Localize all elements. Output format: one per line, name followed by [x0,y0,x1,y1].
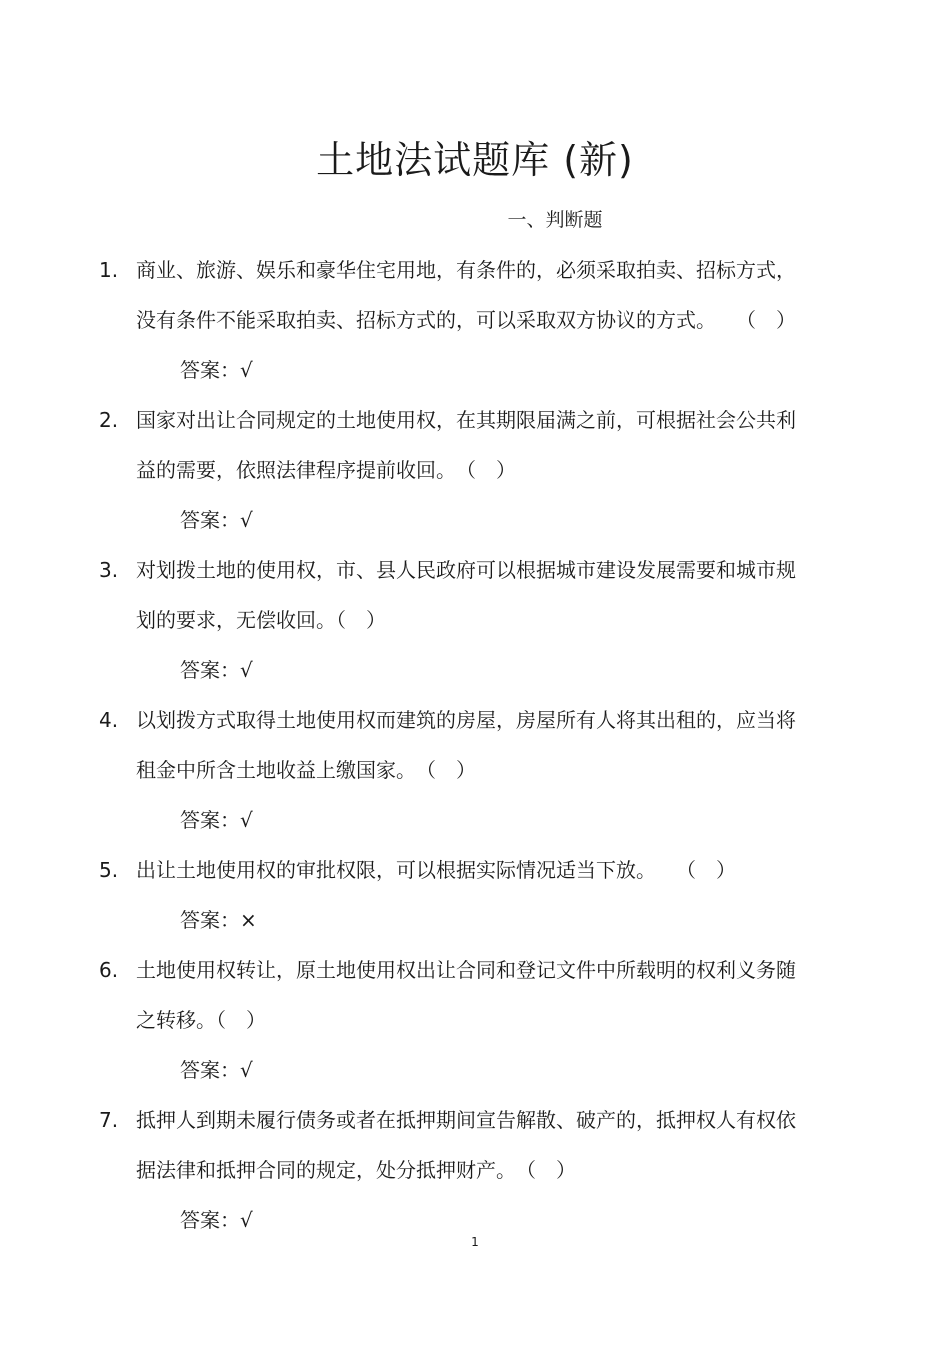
question-number: 1. [99,258,119,282]
question-number: 2. [99,408,119,432]
section-heading: 一、判断题 [507,209,603,231]
question-number: 4. [99,708,119,732]
question-text: 国家对出让合同规定的土地使用权，在其期限届满之前，可根据社会公共利 [136,408,796,432]
question-text: 对划拨土地的使用权，市、县人民政府可以根据城市建设发展需要和城市规 [136,558,796,582]
question-text: 租金中所含土地收益上缴国家。 （ ） [136,758,476,782]
question-number: 7. [99,1108,119,1132]
question-text: 据法律和抵押合同的规定，处分抵押财产。 （ ） [136,1158,576,1182]
question-text: 之转移。（ ） [136,1008,266,1032]
answer-text: 答案：√ [180,1058,253,1082]
answer-text: 答案：√ [180,658,253,682]
question-text: 以划拨方式取得土地使用权而建筑的房屋，房屋所有人将其出租的，应当将 [136,708,796,732]
page-number: 1 [471,1235,479,1249]
question-text: 出让土地使用权的审批权限，可以根据实际情况适当下放。 （ ） [136,858,736,882]
answer-text: 答案：√ [180,808,253,832]
question-number: 5. [99,858,119,882]
question-text: 划的要求，无偿收回。（ ） [136,608,386,632]
document-title: 土地法试题库 (新) [316,138,634,182]
answer-text: 答案：√ [180,358,253,382]
answer-text: 答案：√ [180,508,253,532]
question-text: 商业、旅游、娱乐和豪华住宅用地，有条件的，必须采取拍卖、招标方式， [136,258,796,282]
question-text: 没有条件不能采取拍卖、招标方式的，可以采取双方协议的方式。 （ ） [136,308,796,332]
question-number: 6. [99,958,119,982]
answer-text: 答案：× [180,908,257,932]
question-number: 3. [99,558,119,582]
question-text: 土地使用权转让，原土地使用权出让合同和登记文件中所载明的权利义务随 [136,958,796,982]
answer-text: 答案：√ [180,1208,253,1232]
question-text: 益的需要，依照法律程序提前收回。 （ ） [136,458,516,482]
question-text: 抵押人到期未履行债务或者在抵押期间宣告解散、破产的，抵押权人有权依 [136,1108,796,1132]
